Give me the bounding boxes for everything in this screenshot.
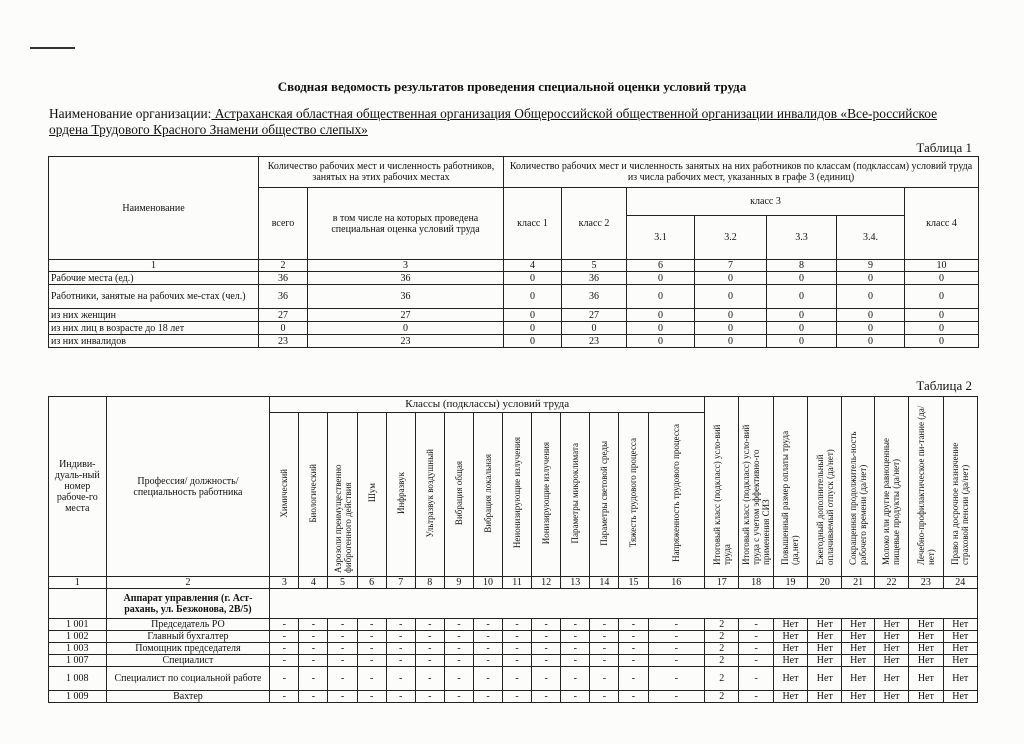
header-extra: Сокращенная продолжитель-ность рабочего времени (да/нет)	[842, 397, 874, 577]
header-3-2: 3.2	[695, 216, 767, 260]
factor-dash: -	[328, 619, 357, 631]
column-number: 11	[503, 577, 532, 589]
cell-value: 0	[504, 309, 562, 322]
factor-dash: -	[503, 691, 532, 703]
factor-dash: -	[386, 655, 415, 667]
cell-value: 0	[767, 322, 837, 335]
factor-dash: -	[357, 619, 386, 631]
cell-value: 36	[259, 285, 308, 309]
guarantee-value: Нет	[842, 667, 874, 691]
corner-mark	[30, 47, 75, 49]
profession-name: Помощник председателя	[106, 643, 270, 655]
workplace-id: 1 003	[49, 643, 107, 655]
factor-dash: -	[648, 619, 705, 631]
guarantee-value: Нет	[842, 643, 874, 655]
factor-dash: -	[473, 619, 502, 631]
document-title: Сводная ведомость результатов проведения специальной оценки условий труда	[277, 79, 747, 94]
cell-value: 0	[695, 322, 767, 335]
column-number: 7	[695, 260, 767, 272]
final-class-siz: -	[739, 643, 773, 655]
column-number: 2	[106, 577, 270, 589]
cell-value: 0	[695, 335, 767, 348]
cell-value: 0	[627, 285, 695, 309]
table-row	[49, 285, 979, 309]
factor-dash: -	[619, 691, 648, 703]
factor-dash: -	[590, 691, 619, 703]
column-number: 6	[357, 577, 386, 589]
factor-dash: -	[386, 643, 415, 655]
header-extra: Итоговый класс (подкласс) усло-вий труда	[705, 397, 739, 577]
header-factor: Вибрация общая	[444, 413, 473, 577]
factor-dash: -	[619, 619, 648, 631]
factor-dash: -	[561, 691, 590, 703]
factor-dash: -	[270, 691, 299, 703]
factor-dash: -	[532, 631, 561, 643]
final-class: 2	[705, 643, 739, 655]
factor-dash: -	[503, 643, 532, 655]
factor-dash: -	[473, 655, 502, 667]
guarantee-value: Нет	[773, 691, 807, 703]
cell-value: 36	[562, 272, 627, 285]
cell-value: 0	[627, 272, 695, 285]
column-number: 3	[308, 260, 504, 272]
guarantee-value: Нет	[874, 691, 908, 703]
cell-value: 0	[837, 335, 905, 348]
workplace-id: 1 007	[49, 655, 107, 667]
guarantee-value: Нет	[909, 631, 943, 643]
guarantee-value: Нет	[943, 643, 978, 655]
guarantee-value: Нет	[773, 631, 807, 643]
factor-dash: -	[270, 619, 299, 631]
cell-value: 23	[562, 335, 627, 348]
header-factor: Химический	[270, 413, 299, 577]
factor-dash: -	[444, 655, 473, 667]
table-row	[49, 667, 978, 691]
guarantee-value: Нет	[909, 643, 943, 655]
cell-value: 0	[905, 335, 979, 348]
header-extra: Итоговый класс (подкласс) усло-вий труда с учетом эффективно-го применения СИЗ	[739, 397, 773, 577]
header-extra: Молоко или другие равноценные пищевые продукты (да/нет)	[874, 397, 908, 577]
column-number: 4	[504, 260, 562, 272]
header-name: Наименование	[49, 157, 259, 260]
guarantee-value: Нет	[874, 619, 908, 631]
table-row	[49, 309, 979, 322]
cell-value: 0	[767, 285, 837, 309]
column-number: 17	[705, 577, 739, 589]
column-number: 12	[532, 577, 561, 589]
cell-value: 0	[695, 309, 767, 322]
header-factor: Вибрация локальная	[473, 413, 502, 577]
factor-dash: -	[590, 643, 619, 655]
cell-value: 0	[837, 322, 905, 335]
workplace-id: 1 001	[49, 619, 107, 631]
header-factor: Параметры световой среды	[590, 413, 619, 577]
header-factor: Параметры микроклимата	[561, 413, 590, 577]
column-number: 1	[49, 260, 259, 272]
factor-dash: -	[386, 631, 415, 643]
factor-dash: -	[648, 667, 705, 691]
factor-dash: -	[415, 631, 444, 643]
factor-dash: -	[357, 667, 386, 691]
column-number: 8	[767, 260, 837, 272]
guarantee-value: Нет	[874, 631, 908, 643]
factor-dash: -	[503, 619, 532, 631]
column-number: 6	[627, 260, 695, 272]
cell-value: 36	[308, 272, 504, 285]
cell-value: 0	[504, 285, 562, 309]
factor-dash: -	[473, 691, 502, 703]
header-classes: Количество рабочих мест и численность занятых на них работников по классам (подклассам) условий труда из числа рабочих мест, указанных в графе 3 (единиц)	[504, 157, 979, 188]
cell-value: 0	[627, 309, 695, 322]
guarantee-value: Нет	[943, 691, 978, 703]
cell-value: 36	[308, 285, 504, 309]
final-class: 2	[705, 619, 739, 631]
header-factor: Ультразвук воздушный	[415, 413, 444, 577]
factor-dash: -	[386, 667, 415, 691]
factor-dash: -	[648, 655, 705, 667]
final-class-siz: -	[739, 655, 773, 667]
cell-value: 27	[562, 309, 627, 322]
factor-dash: -	[328, 655, 357, 667]
table-row	[49, 335, 979, 348]
factor-dash: -	[415, 619, 444, 631]
column-number: 4	[299, 577, 328, 589]
factor-dash: -	[415, 667, 444, 691]
factor-dash: -	[619, 643, 648, 655]
factor-dash: -	[561, 631, 590, 643]
table-row	[49, 619, 978, 631]
header-class2: класс 2	[562, 188, 627, 260]
factor-dash: -	[415, 655, 444, 667]
factor-dash: -	[532, 643, 561, 655]
column-number: 20	[808, 577, 842, 589]
header-extra: Ежегодный дополнительный оплачиваемый отпуск (да/нет)	[808, 397, 842, 577]
factor-dash: -	[444, 667, 473, 691]
guarantee-value: Нет	[842, 631, 874, 643]
organization-line	[49, 106, 979, 138]
column-number: 15	[619, 577, 648, 589]
cell-value: 0	[259, 322, 308, 335]
column-number: 3	[270, 577, 299, 589]
cell-value: 0	[837, 272, 905, 285]
cell-value: 0	[767, 272, 837, 285]
factor-dash: -	[270, 655, 299, 667]
column-number: 2	[259, 260, 308, 272]
cell-value: 0	[767, 309, 837, 322]
factor-dash: -	[619, 655, 648, 667]
column-number: 23	[909, 577, 943, 589]
factor-dash: -	[270, 643, 299, 655]
guarantee-value: Нет	[943, 667, 978, 691]
column-number: 19	[773, 577, 807, 589]
factor-dash: -	[270, 667, 299, 691]
column-number: 8	[415, 577, 444, 589]
factor-dash: -	[648, 631, 705, 643]
header-classes: Классы (подклассы) условий труда	[270, 397, 705, 413]
section-id-cell	[49, 589, 107, 619]
guarantee-value: Нет	[874, 667, 908, 691]
guarantee-value: Нет	[773, 619, 807, 631]
header-factor: Неионизирующие излучения	[503, 413, 532, 577]
header-count: Количество рабочих мест и численность работников, занятых на этих рабочих местах	[259, 157, 504, 188]
guarantee-value: Нет	[808, 619, 842, 631]
guarantee-value: Нет	[943, 655, 978, 667]
profession-name: Председатель РО	[106, 619, 270, 631]
header-factor: Ионизирующие излучения	[532, 413, 561, 577]
table-row	[49, 322, 979, 335]
guarantee-value: Нет	[909, 655, 943, 667]
factor-dash: -	[270, 631, 299, 643]
factor-dash: -	[299, 619, 328, 631]
final-class-siz: -	[739, 619, 773, 631]
cell-value: 0	[767, 335, 837, 348]
column-number: 21	[842, 577, 874, 589]
factor-dash: -	[503, 631, 532, 643]
column-number: 5	[328, 577, 357, 589]
cell-value: 0	[627, 322, 695, 335]
factor-dash: -	[444, 691, 473, 703]
factor-dash: -	[532, 691, 561, 703]
guarantee-value: Нет	[808, 667, 842, 691]
guarantee-value: Нет	[808, 631, 842, 643]
header-class3: класс 3	[627, 188, 905, 216]
guarantee-value: Нет	[874, 655, 908, 667]
guarantee-value: Нет	[909, 619, 943, 631]
factor-dash: -	[619, 631, 648, 643]
factor-dash: -	[299, 655, 328, 667]
guarantee-value: Нет	[909, 691, 943, 703]
guarantee-value: Нет	[773, 655, 807, 667]
factor-dash: -	[357, 691, 386, 703]
column-number: 9	[444, 577, 473, 589]
table1-label: Таблица 1	[916, 140, 972, 155]
table2-label: Таблица 2	[916, 378, 972, 393]
factor-dash: -	[590, 631, 619, 643]
guarantee-value: Нет	[842, 619, 874, 631]
header-class4: класс 4	[905, 188, 979, 260]
guarantee-value: Нет	[874, 643, 908, 655]
guarantee-value: Нет	[773, 667, 807, 691]
workplace-table	[48, 396, 978, 703]
guarantee-value: Нет	[842, 691, 874, 703]
workplace-id: 1 009	[49, 691, 107, 703]
header-extra: Повышенный размер оплаты труда (да,нет)	[773, 397, 807, 577]
column-number: 16	[648, 577, 705, 589]
final-class: 2	[705, 655, 739, 667]
factor-dash: -	[561, 655, 590, 667]
profession-name: Вахтер	[106, 691, 270, 703]
section-title: Аппарат управления (г. Аст-рахань, ул. Безжонова, 2В/5)	[106, 589, 270, 619]
row-label: из них женщин	[49, 309, 259, 322]
header-factor: Тяжесть трудового процесса	[619, 413, 648, 577]
factor-dash: -	[648, 643, 705, 655]
factor-dash: -	[299, 643, 328, 655]
header-total: всего	[259, 188, 308, 260]
header-extra: Право на досрочное назначение страховой пенсии (да/нет)	[943, 397, 978, 577]
final-class-siz: -	[739, 667, 773, 691]
final-class: 2	[705, 667, 739, 691]
factor-dash: -	[357, 631, 386, 643]
header-factor: Биологический	[299, 413, 328, 577]
header-profession: Профессия/ должность/ специальность работника	[106, 397, 270, 577]
factor-dash: -	[444, 619, 473, 631]
factor-dash: -	[532, 619, 561, 631]
row-label: Работники, занятые на рабочих ме-стах (чел.)	[49, 285, 259, 309]
header-3-3: 3.3	[767, 216, 837, 260]
table-row	[49, 643, 978, 655]
column-number: 9	[837, 260, 905, 272]
table-row	[49, 691, 978, 703]
factor-dash: -	[357, 643, 386, 655]
organization-name: Астраханская областная общественная организация Общероссийской общественной организации инвалидов «Все-российское ордена Трудового Красного Знамени общество слепых»	[49, 106, 938, 137]
profession-name: Специалист по социальной работе	[106, 667, 270, 691]
guarantee-value: Нет	[808, 643, 842, 655]
column-number: 24	[943, 577, 978, 589]
cell-value: 0	[504, 322, 562, 335]
factor-dash: -	[415, 691, 444, 703]
factor-dash: -	[590, 619, 619, 631]
guarantee-value: Нет	[943, 619, 978, 631]
cell-value: 0	[905, 285, 979, 309]
column-number: 10	[905, 260, 979, 272]
workplace-id: 1 008	[49, 667, 107, 691]
cell-value: 0	[905, 322, 979, 335]
final-class: 2	[705, 691, 739, 703]
factor-dash: -	[532, 667, 561, 691]
cell-value: 0	[905, 309, 979, 322]
cell-value: 36	[259, 272, 308, 285]
header-assessed: в том числе на которых проведена специальная оценка условий труда	[308, 188, 504, 260]
factor-dash: -	[473, 667, 502, 691]
factor-dash: -	[386, 619, 415, 631]
factor-dash: -	[590, 667, 619, 691]
factor-dash: -	[648, 691, 705, 703]
table-row	[49, 655, 978, 667]
header-class1: класс 1	[504, 188, 562, 260]
factor-dash: -	[444, 643, 473, 655]
header-3-4: 3.4.	[837, 216, 905, 260]
cell-value: 0	[504, 272, 562, 285]
guarantee-value: Нет	[909, 667, 943, 691]
table-row	[49, 272, 979, 285]
guarantee-value: Нет	[773, 643, 807, 655]
factor-dash: -	[386, 691, 415, 703]
cell-value: 0	[837, 309, 905, 322]
cell-value: 0	[837, 285, 905, 309]
guarantee-value: Нет	[808, 655, 842, 667]
factor-dash: -	[561, 667, 590, 691]
cell-value: 0	[695, 272, 767, 285]
factor-dash: -	[444, 631, 473, 643]
factor-dash: -	[299, 631, 328, 643]
cell-value: 0	[308, 322, 504, 335]
column-number: 7	[386, 577, 415, 589]
column-number: 18	[739, 577, 773, 589]
cell-value: 0	[627, 335, 695, 348]
workplace-id: 1 002	[49, 631, 107, 643]
column-number: 1	[49, 577, 107, 589]
cell-value: 0	[695, 285, 767, 309]
factor-dash: -	[328, 631, 357, 643]
section-filler	[270, 589, 978, 619]
factor-dash: -	[561, 619, 590, 631]
cell-value: 27	[308, 309, 504, 322]
row-label: из них инвалидов	[49, 335, 259, 348]
column-number: 22	[874, 577, 908, 589]
final-class-siz: -	[739, 691, 773, 703]
cell-value: 0	[504, 335, 562, 348]
final-class: 2	[705, 631, 739, 643]
header-factor: Напряженность трудового процесса	[648, 413, 705, 577]
table-row	[49, 631, 978, 643]
final-class-siz: -	[739, 631, 773, 643]
header-factor: Шум	[357, 413, 386, 577]
header-workplace-id: Индиви-дуаль-ный номер рабоче-го места	[49, 397, 107, 577]
profession-name: Специалист	[106, 655, 270, 667]
row-label: Рабочие места (ед.)	[49, 272, 259, 285]
cell-value: 27	[259, 309, 308, 322]
guarantee-value: Нет	[943, 631, 978, 643]
cell-value: 0	[905, 272, 979, 285]
cell-value: 36	[562, 285, 627, 309]
column-number: 10	[473, 577, 502, 589]
factor-dash: -	[415, 643, 444, 655]
factor-dash: -	[473, 631, 502, 643]
factor-dash: -	[299, 667, 328, 691]
factor-dash: -	[473, 643, 502, 655]
row-label: из них лиц в возрасте до 18 лет	[49, 322, 259, 335]
header-factor: Инфразвук	[386, 413, 415, 577]
header-3-1: 3.1	[627, 216, 695, 260]
factor-dash: -	[299, 691, 328, 703]
factor-dash: -	[503, 655, 532, 667]
factor-dash: -	[503, 667, 532, 691]
factor-dash: -	[328, 643, 357, 655]
guarantee-value: Нет	[842, 655, 874, 667]
summary-table	[48, 156, 979, 348]
cell-value: 23	[308, 335, 504, 348]
organization-label: Наименование организации:	[49, 106, 212, 121]
factor-dash: -	[619, 667, 648, 691]
cell-value: 23	[259, 335, 308, 348]
header-factor: Аэрозоли преимущественно фиброгенного действия	[328, 413, 357, 577]
factor-dash: -	[532, 655, 561, 667]
cell-value: 0	[562, 322, 627, 335]
header-extra: Лечебно-профилактическое пи-тание (да/нет)	[909, 397, 943, 577]
profession-name: Главный бухгалтер	[106, 631, 270, 643]
column-number: 14	[590, 577, 619, 589]
factor-dash: -	[328, 667, 357, 691]
factor-dash: -	[590, 655, 619, 667]
factor-dash: -	[561, 643, 590, 655]
factor-dash: -	[328, 691, 357, 703]
factor-dash: -	[357, 655, 386, 667]
guarantee-value: Нет	[808, 691, 842, 703]
column-number: 13	[561, 577, 590, 589]
column-number: 5	[562, 260, 627, 272]
